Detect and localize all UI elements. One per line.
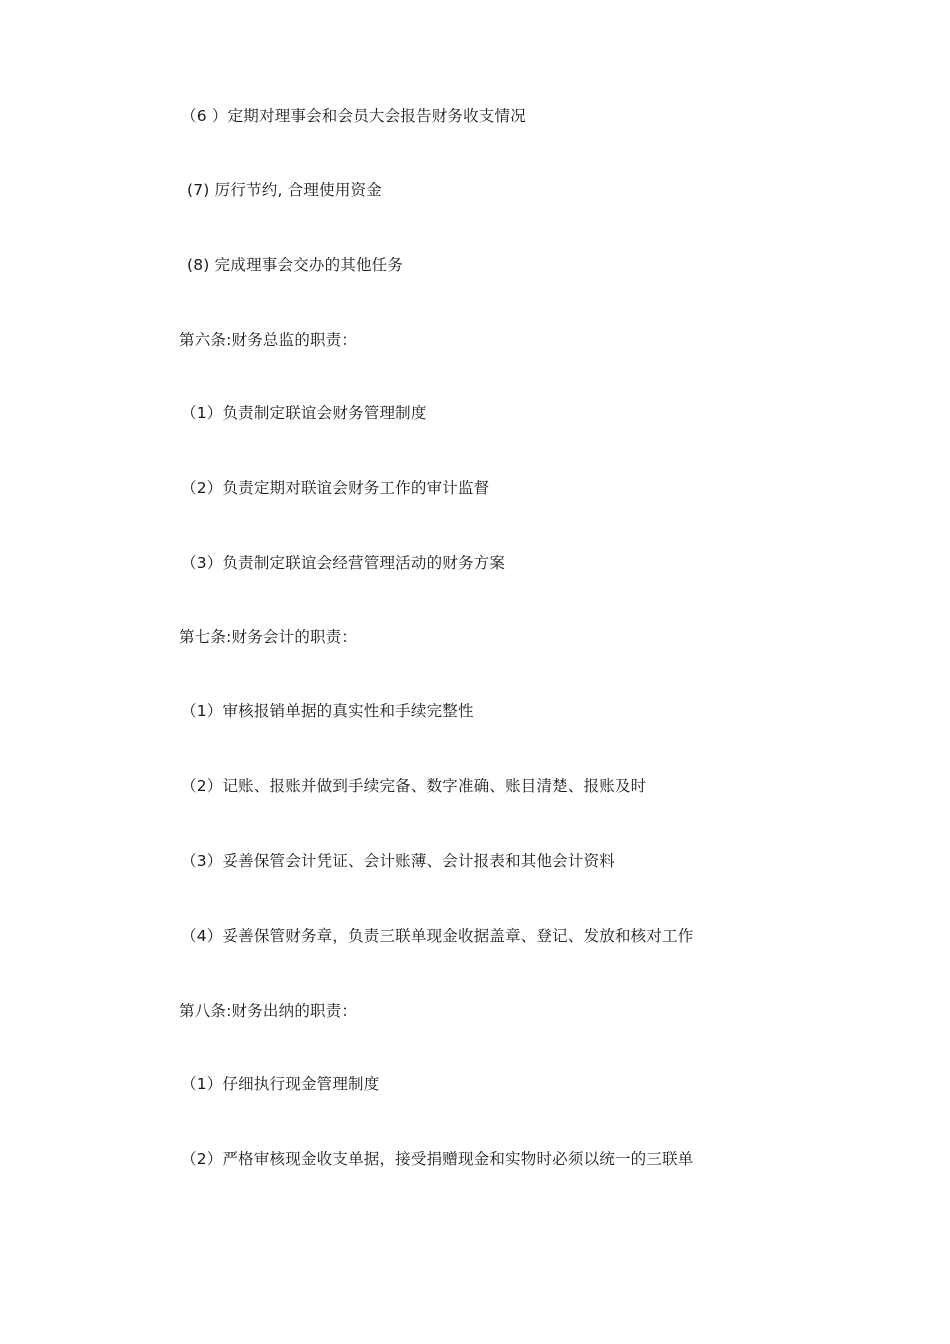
- item-6-report-finance: （6 ）定期对理事会和会员大会报告财务收支情况: [181, 107, 526, 125]
- item-8-other-tasks: (8) 完成理事会交办的其他任务: [187, 256, 404, 274]
- article-8-heading: 第八条:财务出纳的职责：: [179, 1002, 358, 1020]
- article-8-item-2: （2）严格审核现金收支单据，接受捐赠现金和实物时必须以统一的三联单: [181, 1150, 694, 1168]
- article-7-item-3: （3）妥善保管会计凭证、会计账薄、会计报表和其他会计资料: [181, 852, 615, 870]
- article-7-item-2: （2）记账、报账并做到手续完备、数字准确、账目清楚、报账及时: [181, 777, 647, 795]
- item-7-economize: (7) 厉行节约, 合理使用资金: [187, 181, 382, 199]
- article-6-heading: 第六条:财务总监的职责：: [179, 331, 358, 349]
- article-6-item-1: （1）负责制定联谊会财务管理制度: [181, 404, 427, 422]
- article-7-item-1: （1）审核报销单据的真实性和手续完整性: [181, 702, 474, 720]
- article-7-heading: 第七条:财务会计的职责：: [179, 628, 358, 646]
- article-6-item-2: （2）负责定期对联谊会财务工作的审计监督: [181, 479, 490, 497]
- article-7-item-4: （4）妥善保管财务章，负责三联单现金收据盖章、登记、发放和核对工作: [181, 927, 694, 945]
- article-6-item-3: （3）负责制定联谊会经营管理活动的财务方案: [181, 554, 506, 572]
- article-8-item-1: （1）仔细执行现金管理制度: [181, 1075, 380, 1093]
